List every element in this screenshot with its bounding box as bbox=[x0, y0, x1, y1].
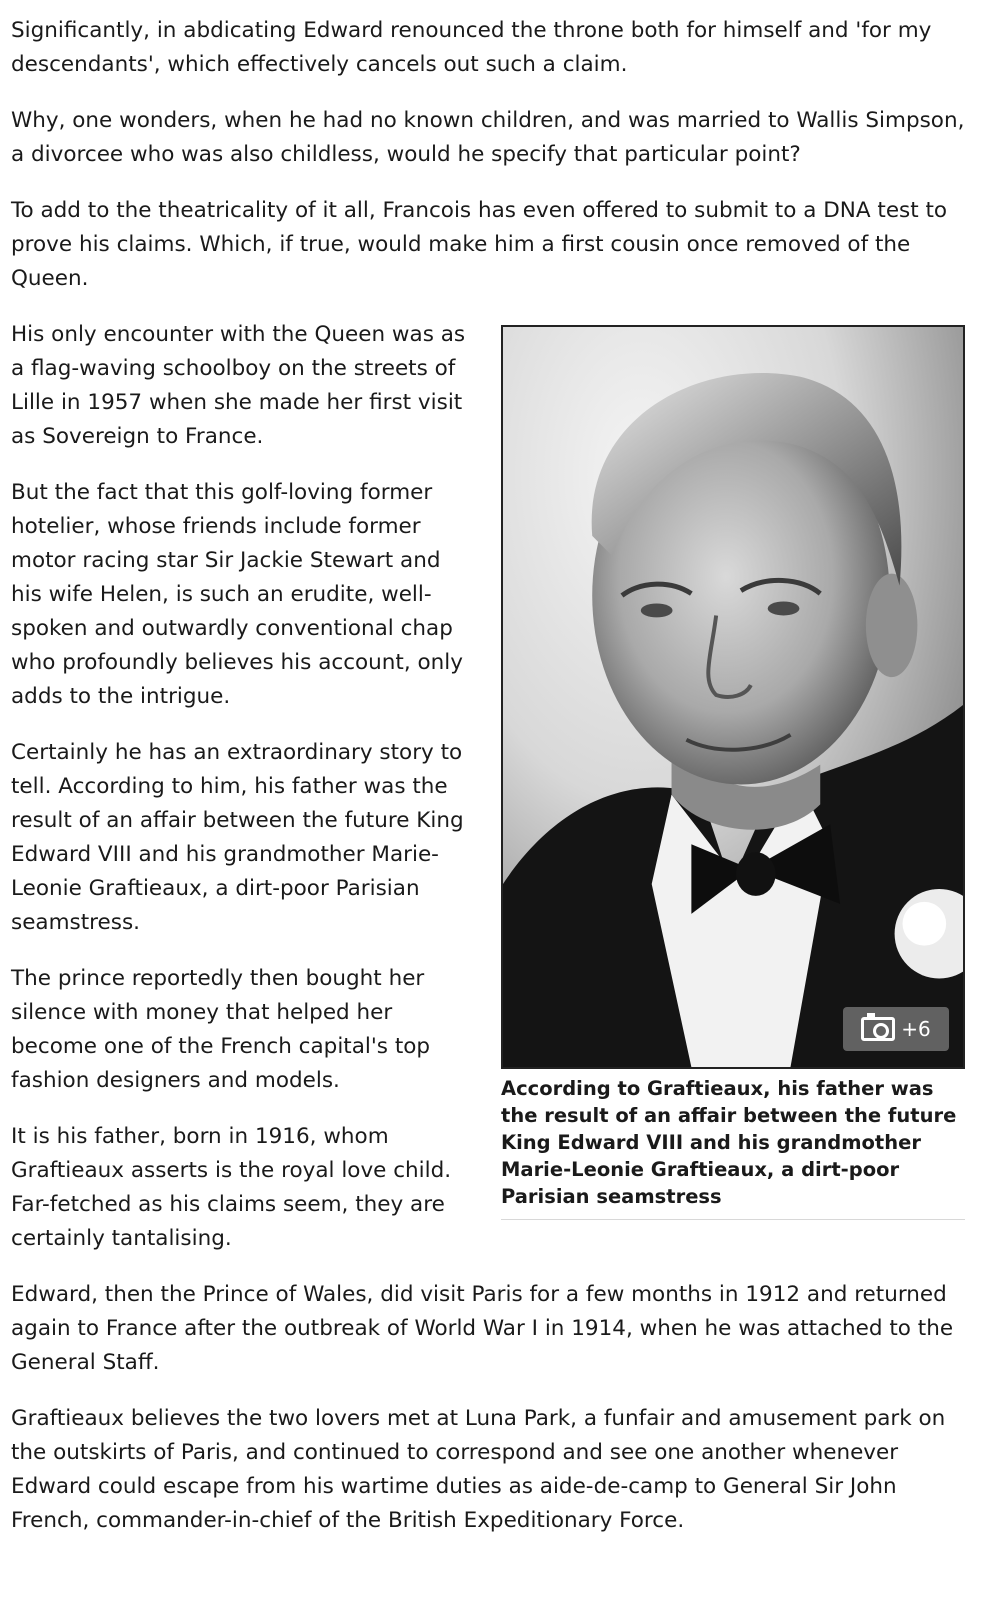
article-paragraph: The prince reportedly then bought her silence with money that helped her become one of the French capital's top fashion designers and models. bbox=[11, 966, 431, 1093]
gallery-button[interactable] bbox=[843, 1007, 949, 1051]
article-paragraph: Graftieaux believes the two lovers met at Luna Park, a funfair and amusement park on the outskirts of Paris, and continued to correspond and see one another whenever Edward could escape from his wartime duties as aide-de-camp to General Sir John French, commander-in-chief of the British Expeditionary Force. bbox=[11, 1406, 946, 1533]
article-paragraph: Certainly he has an extraordinary story to tell. According to him, his father was the result of an affair between the future King Edward VIII and his grandmother Marie-Leonie Graftieaux, a dirt-poor Parisian seamstress. bbox=[11, 740, 464, 935]
article-paragraph: Why, one wonders, when he had no known children, and was married to Wallis Simpson, a divorcee who was also childless, would he specify that particular point? bbox=[11, 108, 965, 167]
article-paragraph: Edward, then the Prince of Wales, did visit Paris for a few months in 1912 and returned again to France after the outbreak of World War I in 1914, when he was attached to the General Staff. bbox=[11, 1282, 954, 1375]
photo-caption: According to Graftieaux, his father was the result of an affair between the future King Edward VIII and his grandmother Marie-Leonie Graftieaux, a dirt-poor Parisian seamstress bbox=[501, 1075, 965, 1220]
gallery-count: +6 bbox=[901, 1017, 931, 1041]
article-paragraph: It is his father, born in 1916, whom Graftieaux asserts is the royal love child. Far-fetched as his claims seem, they are certainly tantalising. bbox=[11, 1124, 452, 1251]
article-body bbox=[11, 14, 971, 1560]
article-paragraph: His only encounter with the Queen was as a flag-waving schoolboy on the streets of Lille in 1957 when she made her first visit as Sovereign to France. bbox=[11, 322, 466, 449]
article-paragraph: Significantly, in abdicating Edward renounced the throne both for himself and 'for my descendants', which effectively cancels out such a claim. bbox=[11, 18, 932, 77]
article-figure bbox=[501, 325, 965, 1220]
camera-icon bbox=[861, 1017, 895, 1041]
portrait-photo-illustration bbox=[503, 327, 963, 1067]
article-paragraph: To add to the theatricality of it all, Francois has even offered to submit to a DNA test to prove his claims. Which, if true, would make him a first cousin once removed of the Queen. bbox=[11, 198, 948, 291]
image-wrap-section bbox=[11, 318, 971, 1278]
article-photo[interactable] bbox=[501, 325, 965, 1069]
article-paragraph: But the fact that this golf-loving former hotelier, whose friends include former motor racing star Sir Jackie Stewart and his wife Helen, is such an erudite, well-spoken and outwardly conventional chap who profoundly believes his account, only adds to the intrigue. bbox=[11, 480, 463, 709]
